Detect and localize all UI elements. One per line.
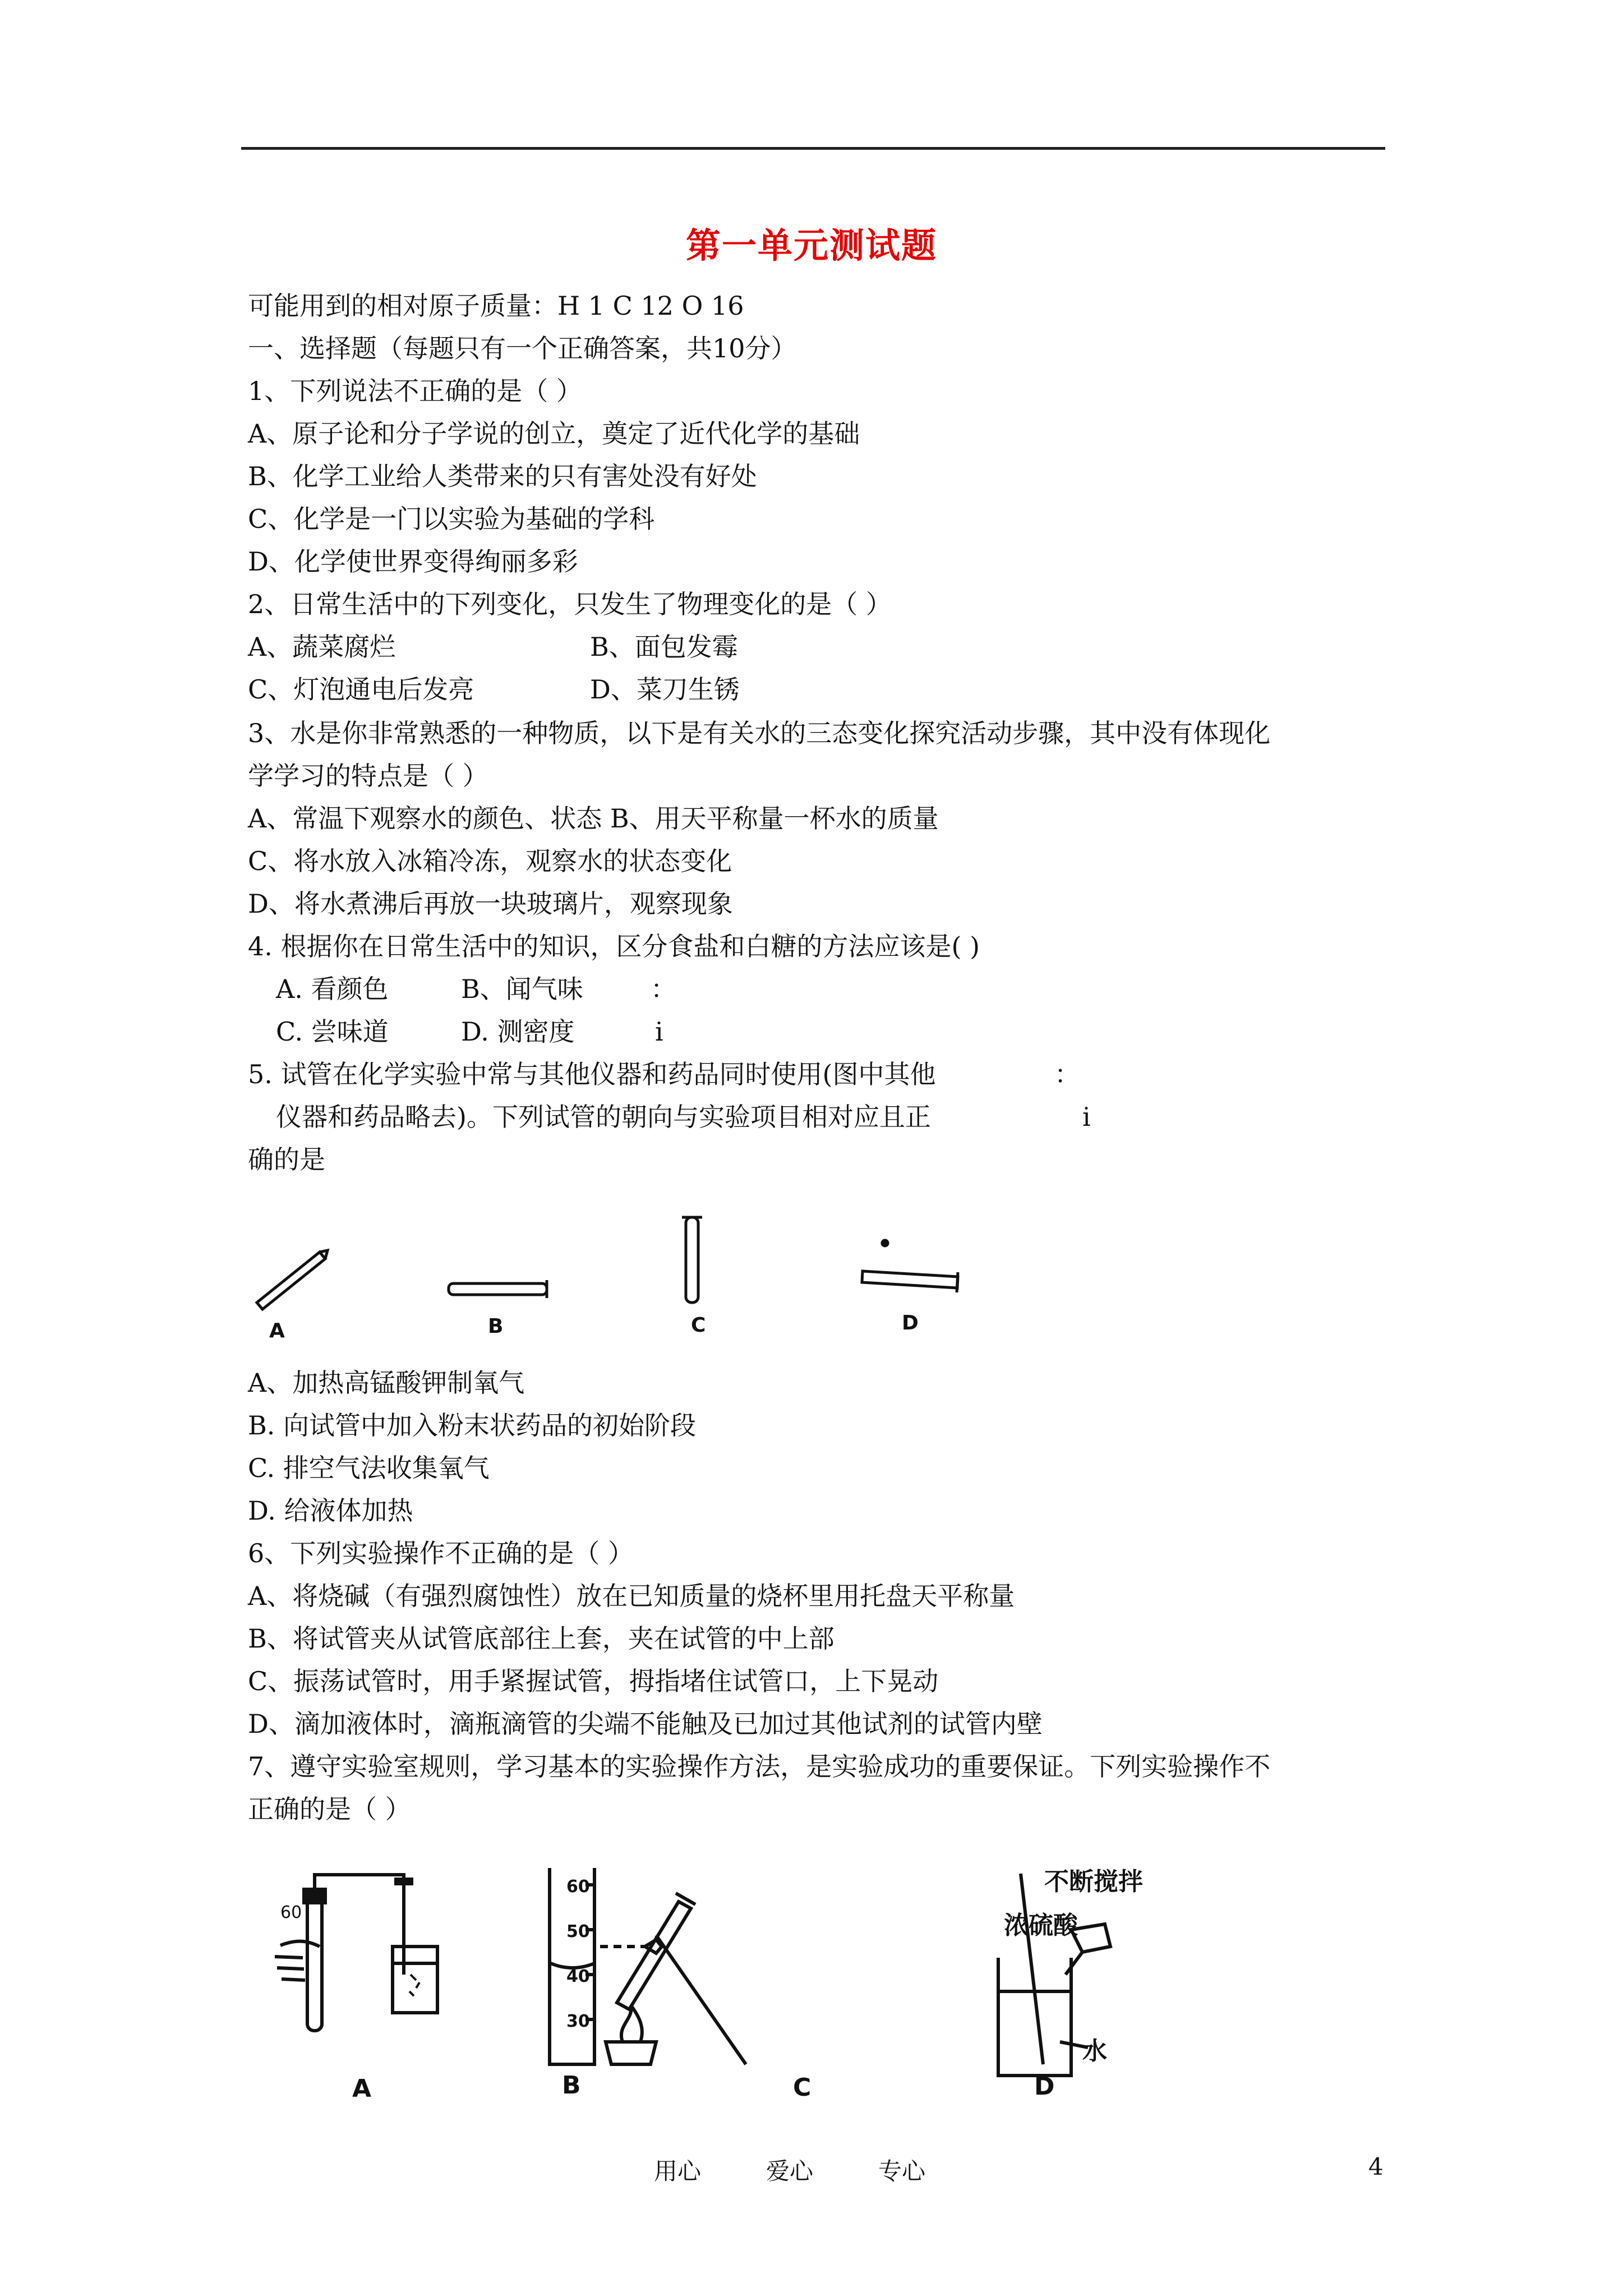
q1-option-a: A、原子论和分子学说的创立，奠定了近代化学的基础 [248,418,860,449]
q4-option-a: A. 看颜色 [276,974,389,1004]
q7-stem-line1: 7、遵守实验室规则，学习基本的实验操作方法，是实验成功的重要保证。下列实验操作不 [248,1751,1271,1782]
q4-stem: 4. 根据你在日常生活中的知识，区分食盐和白糖的方法应该是( ) [248,931,980,961]
q4-option-c: C. 尝味道 [276,1016,389,1047]
q6-option-d: D、滴加液体时，滴瓶滴管的尖端不能触及已加过其他试剂的试管内壁 [248,1709,1043,1739]
q6-option-c: C、振荡试管时，用手紧握试管，拇指堵住试管口，上下晃动 [248,1666,939,1696]
q7-stem-line2: 正确的是（ ） [248,1794,411,1824]
q7-fig-label-b: B [562,2071,581,2100]
q5-stem-line2: 仪器和药品略去)。下列试管的朝向与实验项目相对应且正 [276,1102,931,1132]
q5-fig-label-b: B [488,1315,504,1338]
q5-mark-i: i [1082,1102,1091,1132]
q6-stem: 6、下列实验操作不正确的是（ ） [248,1538,634,1568]
page-number: 4 [1368,2153,1384,2180]
q2-option-a: A、蔬菜腐烂 [248,632,396,662]
footer-word-3: 专心 [878,2157,926,2185]
q1-option-d: D、化学使世界变得绚丽多彩 [248,546,578,577]
q2-option-d: D、菜刀生锈 [590,674,740,705]
q5-mark-colon: ： [1054,1059,1080,1089]
atomic-mass-line: 可能用到的相对原子质量：H 1 C 12 O 16 [248,291,744,321]
q3-stem-line2: 学学习的特点是（ ） [248,761,488,791]
q7-fig-label-c: C [793,2073,811,2102]
q7-b-tick-40-label: 40 [566,1967,590,1986]
tube-d-diagram [862,1240,958,1292]
q2-stem: 2、日常生活中的下列变化，只发生了物理变化的是（ ） [248,589,892,619]
q5-stem-line1: 5. 试管在化学实验中常与其他仪器和药品同时使用(图中其他 [248,1059,936,1089]
q5-option-d: D. 给液体加热 [248,1496,413,1526]
q3-option-c: C、将水放入冰箱冷冻，观察水的状态变化 [248,846,732,876]
q1-option-b: B、化学工业给人类带来的只有害处没有好处 [248,461,757,491]
q5-test-tube-figure [241,1206,981,1352]
q7-d-water-label: 水 [1082,2037,1107,2065]
q7-d-acid-label: 浓硫酸 [1004,1911,1078,1940]
q1-stem: 1、下列说法不正确的是（ ） [248,376,582,406]
footer-word-1: 用心 [654,2157,702,2185]
q5-fig-label-a: A [269,1319,285,1342]
q4-mark-i: i [655,1016,663,1047]
section-heading: 一、选择题（每题只有一个正确答案，共10分） [248,333,797,364]
q4-option-b: B、闻气味 [461,974,583,1004]
q4-mark-colon: ： [651,974,676,1004]
q7-apparatus-a [275,1875,437,2031]
q5-option-b: B. 向试管中加入粉末状药品的初始阶段 [248,1410,697,1441]
q6-option-a: A、将烧碱（有强烈腐蚀性）放在已知质量的烧杯里用托盘天平称量 [248,1581,1015,1611]
q7-b-tick-50-label: 50 [566,1922,590,1941]
q7-b-tick-30-label: 30 [566,2012,590,2031]
q7-apparatus-b [550,1868,662,2064]
q7-apparatus-c [606,1893,746,2064]
footer-word-2: 爱心 [766,2157,814,2185]
q4-option-d: D. 测密度 [461,1016,575,1047]
q5-stem-line3: 确的是 [248,1144,325,1175]
q3-option-d: D、将水煮沸后再放一块玻璃片，观察现象 [248,889,733,919]
q7-b-tick-60: 60 [280,1903,302,1922]
q2-option-b: B、面包发霉 [590,632,738,662]
q3-option-ab: A、常温下观察水的颜色、状态 B、用天平称量一杯水的质量 [248,803,939,834]
q1-option-c: C、化学是一门以实验为基础的学科 [248,504,655,534]
q5-option-a: A、加热高锰酸钾制氧气 [248,1368,525,1398]
q6-option-b: B、将试管夹从试管底部往上套，夹在试管的中上部 [248,1623,834,1654]
q7-b-tick-60-label: 60 [566,1877,590,1897]
q5-fig-label-d: D [902,1312,919,1335]
tube-c-diagram [682,1217,702,1303]
q3-stem-line1: 3、水是你非常熟悉的一种物质，以下是有关水的三态变化探究活动步骤，其中没有体现化 [248,718,1271,748]
q5-option-c: C. 排空气法收集氧气 [248,1453,490,1483]
tube-a-diagram [257,1250,328,1309]
header-rule [241,147,1385,150]
q5-fig-label-c: C [691,1314,706,1337]
q7-d-stir-label: 不断搅拌 [1044,1867,1143,1896]
q2-option-c: C、灯泡通电后发亮 [248,674,474,705]
page-title: 第一单元测试题 [685,225,937,266]
q7-fig-label-d: D [1034,2072,1055,2101]
tube-b-diagram [449,1280,547,1298]
q7-fig-label-a: A [352,2074,372,2103]
q7-experiment-figure [264,1862,1150,2098]
